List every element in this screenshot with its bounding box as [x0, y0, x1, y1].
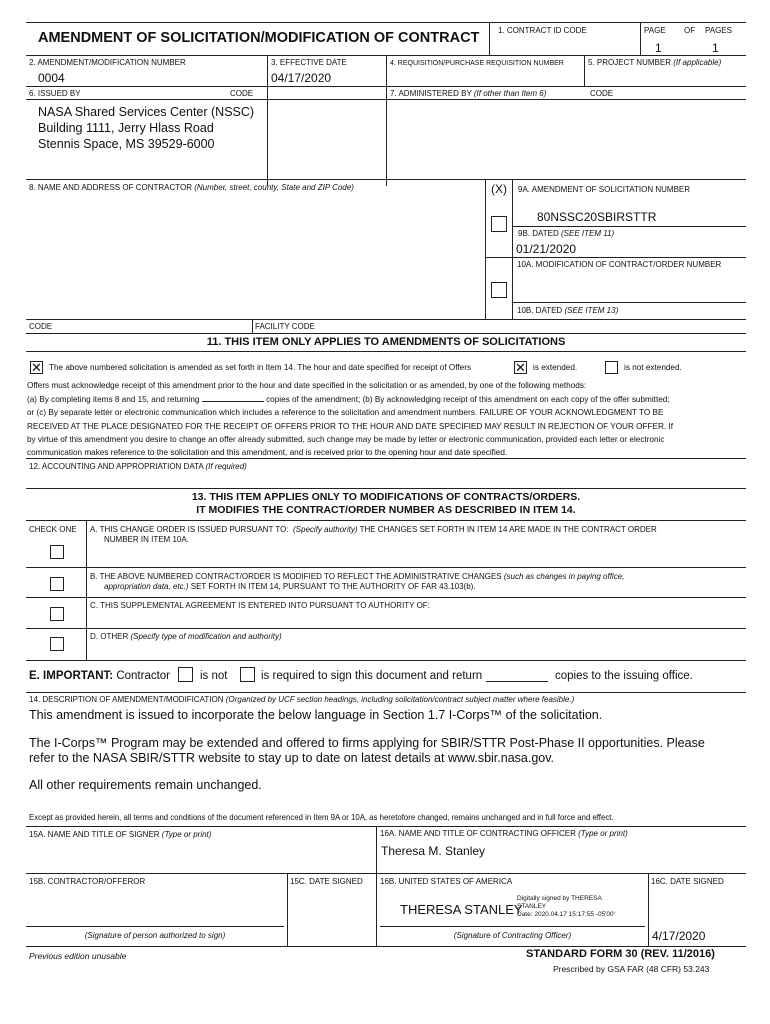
box5-label: 5. PROJECT NUMBER (If applicable) [588, 58, 722, 67]
copies-label: copies to the issuing office. [555, 670, 693, 682]
box9b-label: 9B. DATED (SEE ITEM 11) [518, 229, 615, 238]
form-title: AMENDMENT OF SOLICITATION/MODIFICATION OF CONTRACT [38, 30, 480, 46]
box9a-label: 9A. AMENDMENT OF SOLICITATION NUMBER [518, 185, 691, 194]
item13b-text-line2: appropriation data, etc.) SET FORTH IN ITEM 14, PURSUANT TO THE AUTHORITY OF FAR 43.103(b). [104, 582, 476, 591]
item13a-checkbox[interactable] [50, 545, 64, 559]
box15b-label: 15B. CONTRACTOR/OFFEROR [29, 877, 146, 886]
item13b-checkbox[interactable] [50, 577, 64, 591]
digital-signature-note: Digitally signed by THERESA STANLEY Date: 2020.04.17 15:17:55 -05'00' [517, 895, 615, 918]
important-line: E. IMPORTANT: Contractor [29, 670, 171, 682]
check-mark-icon: ✕ [31, 360, 42, 375]
box9-checkbox[interactable] [491, 216, 507, 232]
box6-label: 6. ISSUED BY [29, 89, 81, 98]
of-label: OF [684, 26, 696, 35]
box16a-label: 16A. NAME AND TITLE OF CONTRACTING OFFICER (Type or print) [380, 829, 628, 838]
item11-paragraph: Offers must acknowledge receipt of this amendment prior to the hour and date specified in the solicitation or as amended, by one of the following methods: (a) By completing items 8 and 15, and returning copies of the amendment; (b) By acknowledging receipt of this amendment on each copy of the offer submitted; or (c) By separate letter or electronic communication which includes a reference to the solicitation and amendment numbers. FAILURE OF YOUR ACKNOWLEDGMENT TO BE RECEIVED AT THE PLACE DESIGNATED FOR THE RECEIPT OF OFFERS PRIOR TO THE HOUR AND DATE SPECIFIED MAY RESULT IN REJECTION OF YOUR OFFER. If by virtue of this amendment you desire to change an offer already submitted, such change may be made by letter or electronic communication, provided each letter or electronic communication makes reference to the solicitation and this amendment, and is received prior to the opening hour and date specified. [27, 381, 674, 458]
officer-signature-caption: (Signature of Contracting Officer) [453, 931, 572, 940]
footer-previous-edition: Previous edition unusable [29, 951, 127, 961]
footer-form-name: STANDARD FORM 30 (REV. 11/2016) [526, 948, 715, 960]
extended-label: is extended. [533, 363, 578, 372]
box15a-label: 15A. NAME AND TITLE OF SIGNER (Type or print) [29, 830, 212, 839]
facility-code-label: FACILITY CODE [255, 322, 315, 331]
copies-blank[interactable] [486, 681, 548, 682]
item14-paragraph2: The I-Corps™ Program may be extended and offered to firms applying for SBIR/STTR Post-Phase II opportunities. Please refer to the NASA SBIR/STTR website to stay up to date on latest details at www.sbir.nasa.gov. [29, 736, 705, 765]
contractor-signature-caption: (Signature of person authorized to sign) [84, 931, 226, 940]
is-required-checkbox[interactable] [240, 667, 255, 682]
item14-paragraph1: This amendment is issued to incorporate the below language in Section 1.7 I-Corps™ of the solicitation. [29, 708, 603, 722]
box16b-label: 16B. UNITED STATES OF AMERICA [380, 877, 513, 886]
contracting-officer-name: Theresa M. Stanley [381, 844, 486, 858]
pages-value: 1 [712, 41, 719, 55]
pages-label: PAGES [705, 26, 732, 35]
check-one-label: CHECK ONE [29, 525, 77, 534]
is-required-label: is required to sign this document and return [261, 670, 483, 682]
box8-label: 8. NAME AND ADDRESS OF CONTRACTOR (Number, street, county, State and ZIP Code) [29, 183, 354, 192]
check-mark-icon: ✕ [515, 360, 526, 375]
item11-heading: 11. THIS ITEM ONLY APPLIES TO AMENDMENTS OF SOLICITATIONS [206, 336, 566, 348]
box15c-label: 15C. DATE SIGNED [290, 877, 363, 886]
not-extended-label: is not extended. [624, 363, 682, 372]
page-value: 1 [655, 41, 662, 55]
page-label: PAGE [644, 26, 666, 35]
item14-paragraph3: All other requirements remain unchanged. [29, 778, 262, 792]
box2-label: 2. AMENDMENT/MODIFICATION NUMBER [29, 58, 186, 67]
issued-by-address: NASA Shared Services Center (NSSC) Building 1111, Jerry Hlass Road Stennis Space, MS 39529-6000 [38, 105, 255, 151]
box3-label: 3. EFFECTIVE DATE [271, 58, 347, 67]
footer-prescribed: Prescribed by GSA FAR (48 CFR) 53.243 [553, 964, 710, 974]
box6-code-label: CODE [230, 89, 254, 98]
item14-label: 14. DESCRIPTION OF AMENDMENT/MODIFICATION (Organized by UCF section headings, including solicitation/contract subject matter where feasible.) [29, 695, 575, 704]
box7-code-label: CODE [590, 89, 614, 98]
contract-id-label: 1. CONTRACT ID CODE [498, 26, 587, 35]
contractor-code-label: CODE [29, 322, 53, 331]
effective-date: 04/17/2020 [271, 71, 332, 85]
x-column-label: (X) [491, 182, 507, 196]
item13-heading: 13. THIS ITEM APPLIES ONLY TO MODIFICATIONS OF CONTRACTS/ORDERS. IT MODIFIES THE CONTRACT/ORDER NUMBER AS DESCRIBED IN ITEM 14. [191, 491, 581, 516]
box10b-label: 10B. DATED (SEE ITEM 13) [517, 306, 619, 315]
box10a-label: 10A. MODIFICATION OF CONTRACT/ORDER NUMBER [517, 260, 722, 269]
item11-line1: The above numbered solicitation is amended as set forth in Item 14. The hour and date specified for receipt of Offers [49, 363, 472, 372]
item13c-checkbox[interactable] [50, 607, 64, 621]
item13d-text: D. OTHER (Specify type of modification and authority) [90, 632, 282, 641]
solicitation-dated: 01/21/2020 [516, 242, 577, 256]
is-not-label: is not [200, 670, 228, 682]
not-extended-checkbox[interactable] [605, 361, 618, 374]
solicitation-number: 80NSSC20SBIRSTTR [537, 210, 657, 224]
box4-label: 4. REQUISITION/PURCHASE REQUISITION NUMBER [390, 60, 564, 67]
item13c-text: C. THIS SUPPLEMENTAL AGREEMENT IS ENTERED INTO PURSUANT TO AUTHORITY OF: [90, 601, 430, 610]
amendment-number: 0004 [38, 71, 65, 85]
is-not-checkbox[interactable] [178, 667, 193, 682]
item12-label: 12. ACCOUNTING AND APPROPRIATION DATA (If required) [29, 462, 247, 471]
box10-checkbox[interactable] [491, 282, 507, 298]
digital-signature-name: THERESA STANLEY [400, 902, 523, 917]
except-text: Except as provided herein, all terms and conditions of the document referenced in Item 9A or 10A, as heretofore changed, remains unchanged and in full force and effect. [29, 813, 614, 822]
officer-date-signed: 4/17/2020 [652, 929, 706, 943]
box7-label: 7. ADMINISTERED BY (If other than Item 6) [390, 89, 547, 98]
item13d-checkbox[interactable] [50, 637, 64, 651]
box16c-label: 16C. DATE SIGNED [651, 877, 724, 886]
item13a-text: A. THIS CHANGE ORDER IS ISSUED PURSUANT TO: (Specify authority) THE CHANGES SET FORTH IN ITEM 14 ARE MADE IN THE CONTRACT ORDER [90, 525, 657, 534]
item13b-text: B. THE ABOVE NUMBERED CONTRACT/ORDER IS MODIFIED TO REFLECT THE ADMINISTRATIVE CHANGES (such as changes in paying office, [90, 572, 625, 581]
item13a-text-line2: NUMBER IN ITEM 10A. [104, 535, 189, 544]
